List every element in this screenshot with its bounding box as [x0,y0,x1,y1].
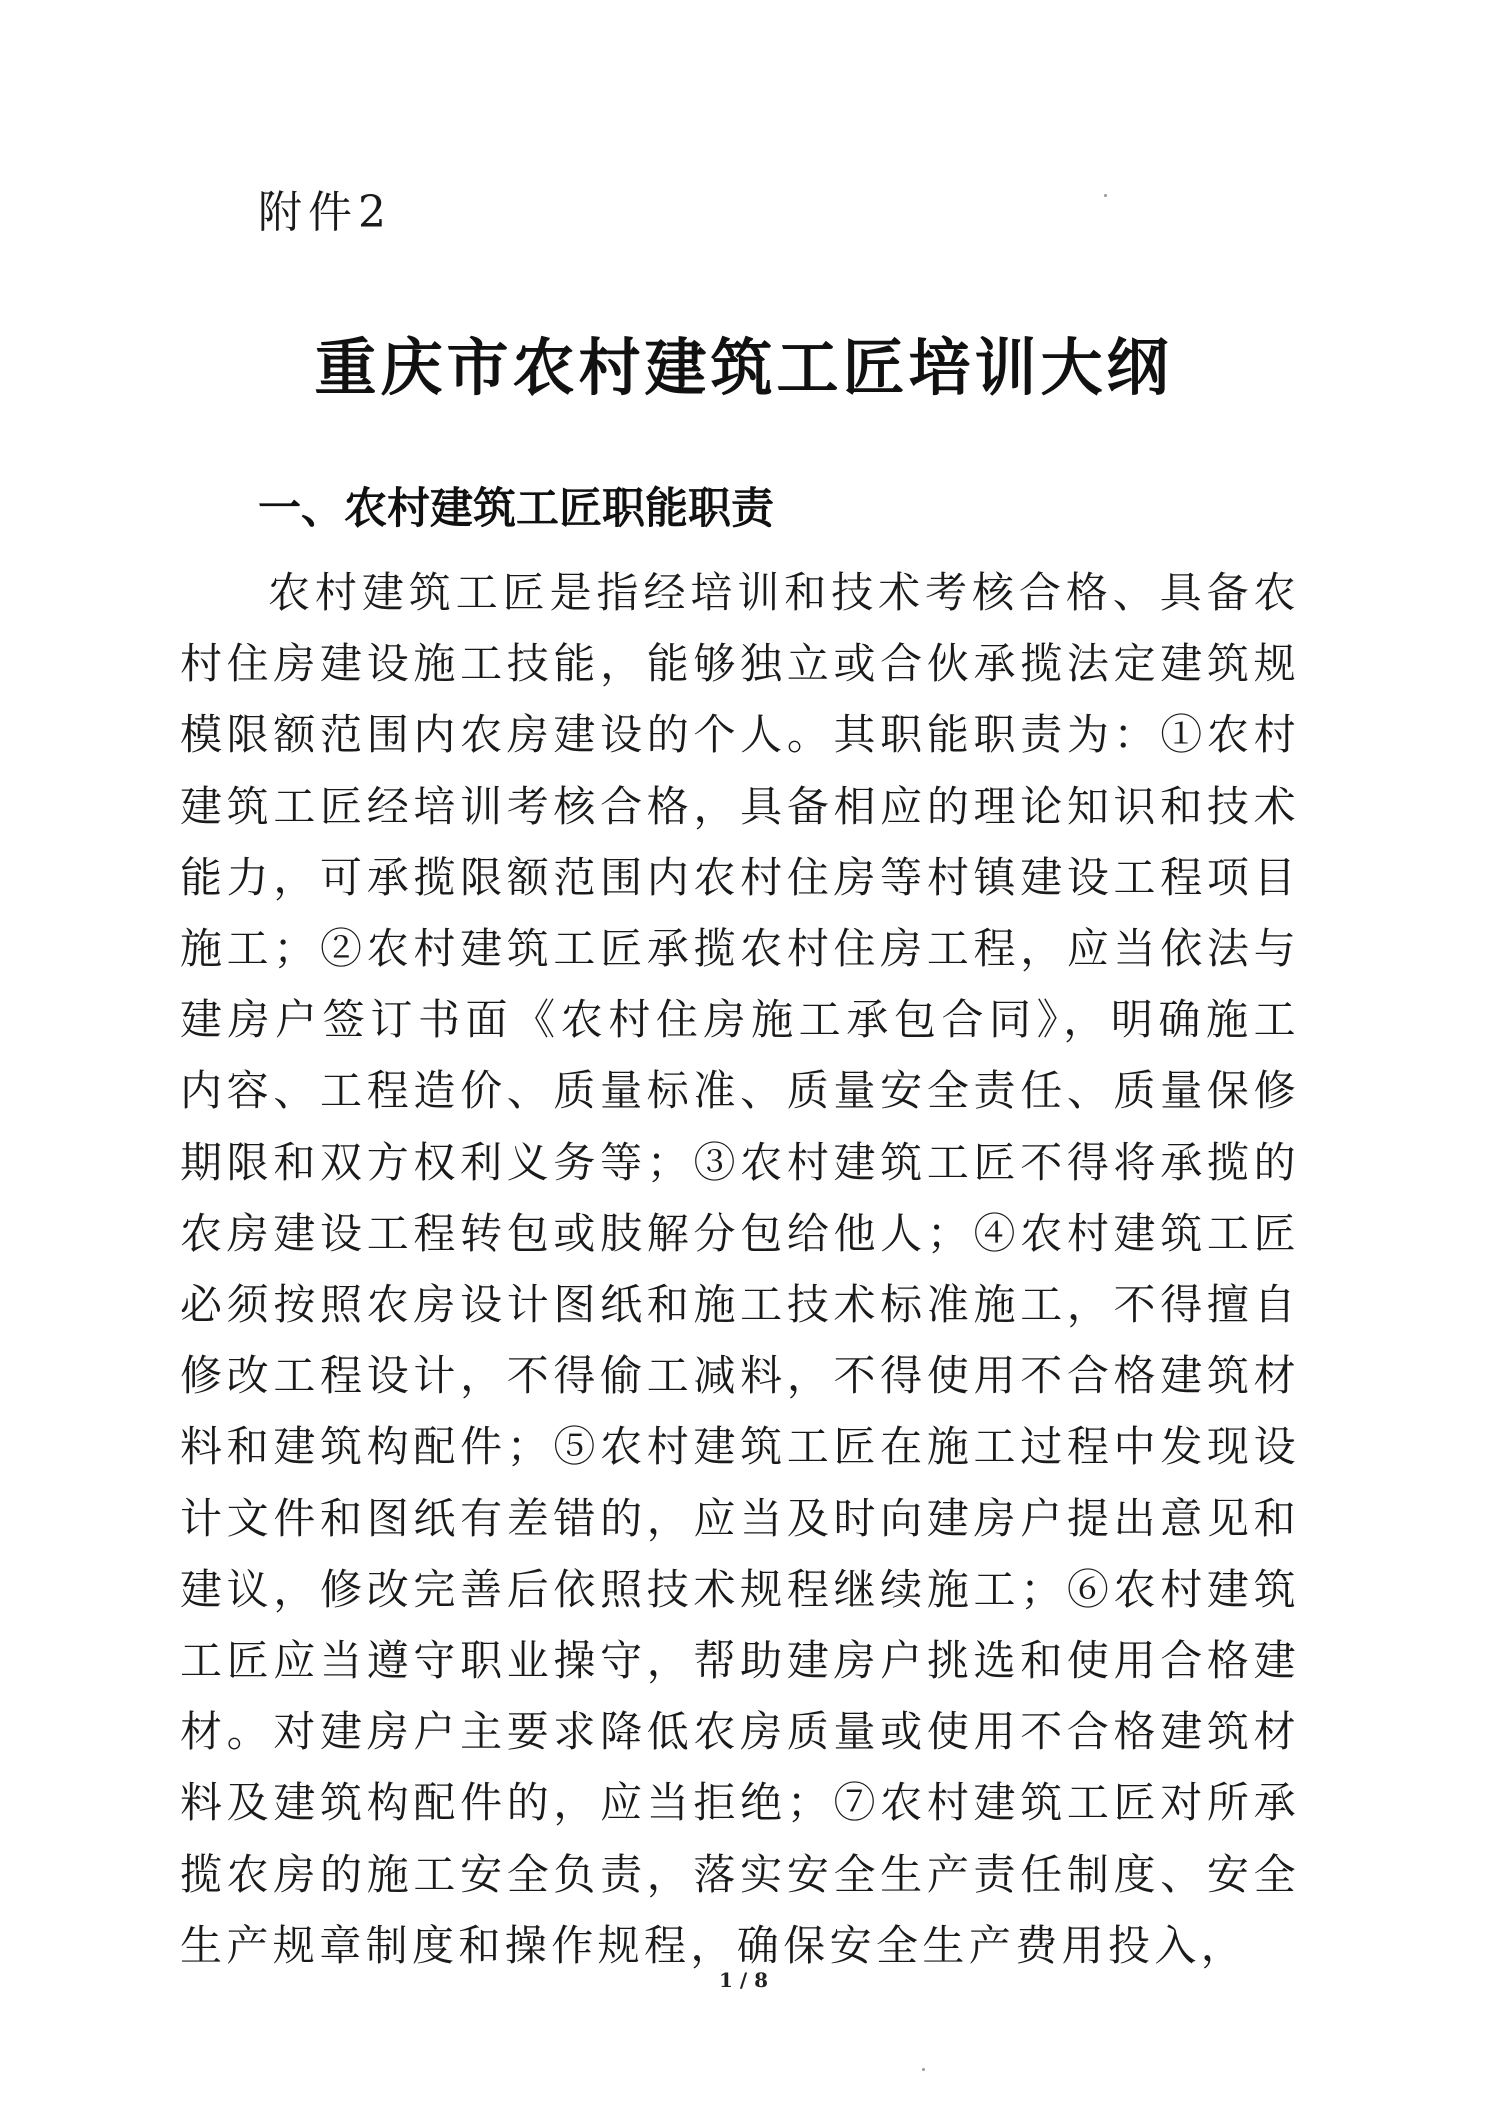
page-number: 1 / 8 [718,1968,769,1992]
scan-speck [922,2068,925,2071]
attachment-label: 附件2 [258,187,392,238]
scan-speck [1104,194,1107,197]
body-paragraph: 农村建筑工匠是指经培训和技术考核合格、具备农村住房建设施工技能，能够独立或合伙承揽法定建筑规模限额范围内农房建设的个人。其职能职责为：①农村建筑工匠经培训考核合格，具备相应的理论知识和技术能力，可承揽限额范围内农村住房等村镇建设工程项目施工；②农村建筑工匠承揽农村住房工程，应当依法与建房户签订书面《农村住房施工承包合同》，明确施工内容、工程造价、质量标准、质量安全责任、质量保修期限和双方权利义务等；③农村建筑工匠不得将承揽的农房建设工程转包或肢解分包给他人；④农村建筑工匠必须按照农房设计图纸和施工技术标准施工，不得擅自修改工程设计，不得偷工减料，不得使用不合格建筑材料和建筑构配件；⑤农村建筑工匠在施工过程中发现设计文件和图纸有差错的，应当及时向建房户提出意见和建议，修改完善后依照技术规程继续施工；⑥农村建筑工匠应当遵守职业操守，帮助建房户挑选和使用合格建材。对建房户主要求降低农房质量或使用不合格建筑材料及建筑构配件的，应当拒绝；⑦农村建筑工匠对所承揽农房的施工安全负责，落实安全生产责任制度、安全生产规章制度和操作规程，确保安全生产费用投入， [180,568,1300,1970]
page-title: 重庆市农村建筑工匠培训大纲 [314,331,1173,404]
section-heading: 一、农村建筑工匠职能职责 [258,484,774,534]
